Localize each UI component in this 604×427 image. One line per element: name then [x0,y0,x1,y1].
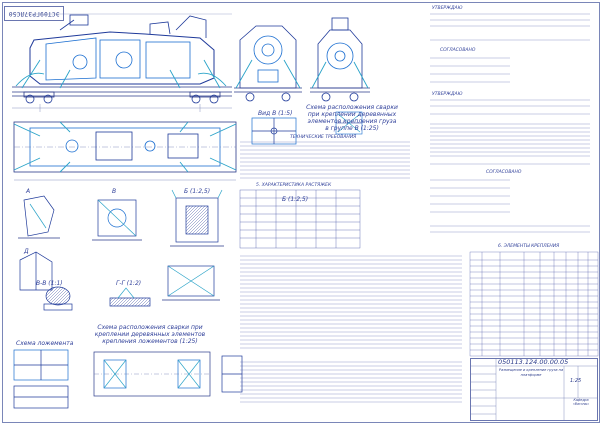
end-view-left [234,26,302,101]
detail-view-a [18,196,60,238]
lashing-table-heading: 5. ХАРАКТЕРИСТИКА РАСТЯЖЕК [256,183,332,188]
lodgement-end [222,356,242,392]
section-vv [44,287,72,310]
fastening-table [470,252,598,356]
detail-view-b [170,190,224,246]
view-v-detail [252,118,296,144]
approval-4: СОГЛАСОВАНО [486,170,522,175]
approval-3: УТВЕРЖДАЮ [432,92,463,97]
tech-requirements-heading: ТЕХНИЧЕСКИЕ ТРЕБОВАНИЯ [290,135,357,140]
caption-lodgement: Схема ложемента [16,340,74,347]
approval-lines [430,14,590,232]
view-v2-label: В [112,188,117,195]
side-view-platform [12,14,232,112]
fastening-table-heading: 6. ЭЛЕМЕНТЫ КРЕПЛЕНИЯ [498,244,560,249]
approval-1: УТВЕРЖДАЮ [432,6,463,11]
view-v-label: Вид В (1:5) [258,110,293,117]
title-block-scale: 1:25 [570,378,582,384]
lashing-diagram [162,266,220,300]
lodgement-scheme [14,350,68,408]
lodgement-plan [94,352,210,396]
end-view-right [310,18,370,101]
title-block-organization: Кафедра «Вагоны» [572,398,590,406]
view-d-label: Д [24,248,29,255]
plan-view-platform [14,122,236,180]
title-block-number: 050113.124.00.00.05 [498,358,569,366]
view-b-detail-label: Б (1:2,5) [184,188,211,195]
detail-view-v2 [92,200,142,240]
title-block-title: Размещение и крепление груза на платформе [498,368,564,377]
drawing-id-stamp: ЭСТ09ГРЗ7ЛС50 [4,6,64,21]
text-lines-notes [240,256,462,402]
caption-scheme-bottom: Схема расположения сварки при креплении деревянных элементов крепления ложементов (1:25) [94,324,206,345]
section-gg [110,288,150,306]
section-gg-label: Г-Г (1:2) [116,280,142,287]
text-lines-tech [240,142,410,178]
approval-2: СОГЛАСОВАНО [440,48,476,53]
section-vv-label: В-В (1:1) [36,280,63,287]
view-b-label: Б (1:2,5) [282,196,309,203]
view-a-label: А [26,188,31,195]
caption-scheme-top: Схема расположения сварки при креплении деревянных элементов крепления груза в группе В (1:25) [306,104,398,132]
